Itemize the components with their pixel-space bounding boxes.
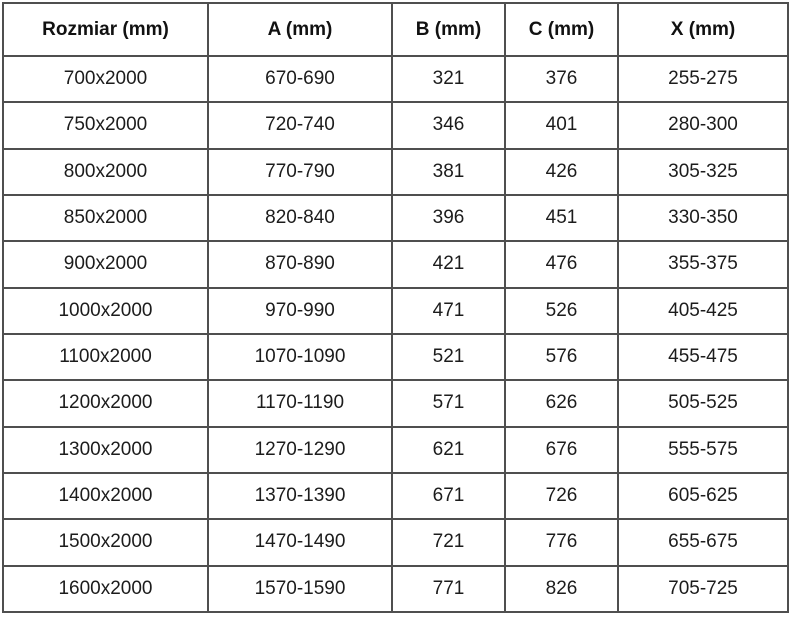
- table-row: [3, 149, 788, 195]
- table-cell: 280-300: [618, 102, 788, 148]
- table-cell: 576: [505, 334, 618, 380]
- table-row: [3, 102, 788, 148]
- table-cell: 705-725: [618, 566, 788, 612]
- table-cell: 571: [392, 380, 505, 426]
- header-cell-b: B (mm): [392, 3, 505, 56]
- header-cell-c: C (mm): [505, 3, 618, 56]
- table-row: [3, 195, 788, 241]
- table-cell: 421: [392, 241, 505, 287]
- table-row: [3, 473, 788, 519]
- table-cell: 305-325: [618, 149, 788, 195]
- table-cell: 1000x2000: [3, 288, 208, 334]
- table-cell: 555-575: [618, 427, 788, 473]
- table-row: [3, 380, 788, 426]
- table-cell: 776: [505, 519, 618, 565]
- table-cell: 621: [392, 427, 505, 473]
- table-cell: 330-350: [618, 195, 788, 241]
- table-cell: 505-525: [618, 380, 788, 426]
- table-cell: 676: [505, 427, 618, 473]
- table-cell: 1370-1390: [208, 473, 392, 519]
- table-cell: 1100x2000: [3, 334, 208, 380]
- table-cell: 605-625: [618, 473, 788, 519]
- table-header: [3, 3, 788, 56]
- table-cell: 826: [505, 566, 618, 612]
- table-cell: 455-475: [618, 334, 788, 380]
- table-cell: 1470-1490: [208, 519, 392, 565]
- table-cell: 476: [505, 241, 618, 287]
- table-cell: 1170-1190: [208, 380, 392, 426]
- header-cell-rozmiar: Rozmiar (mm): [3, 3, 208, 56]
- table-cell: 771: [392, 566, 505, 612]
- table-cell: 750x2000: [3, 102, 208, 148]
- table-cell: 900x2000: [3, 241, 208, 287]
- size-dimensions-table: [2, 2, 789, 613]
- table-row: [3, 241, 788, 287]
- table-cell: 526: [505, 288, 618, 334]
- table-cell: 346: [392, 102, 505, 148]
- table-cell: 355-375: [618, 241, 788, 287]
- table-cell: 396: [392, 195, 505, 241]
- table-cell: 1600x2000: [3, 566, 208, 612]
- table-cell: 1200x2000: [3, 380, 208, 426]
- table-cell: 381: [392, 149, 505, 195]
- table-row: [3, 427, 788, 473]
- table-cell: 870-890: [208, 241, 392, 287]
- table-row: [3, 288, 788, 334]
- table-cell: 820-840: [208, 195, 392, 241]
- table-cell: 376: [505, 56, 618, 102]
- table-cell: 720-740: [208, 102, 392, 148]
- table-cell: 521: [392, 334, 505, 380]
- header-cell-x: X (mm): [618, 3, 788, 56]
- table-cell: 970-990: [208, 288, 392, 334]
- table-cell: 1070-1090: [208, 334, 392, 380]
- table-cell: 1400x2000: [3, 473, 208, 519]
- table-body: [3, 56, 788, 612]
- table-cell: 426: [505, 149, 618, 195]
- table-cell: 671: [392, 473, 505, 519]
- table-cell: 1570-1590: [208, 566, 392, 612]
- table-cell: 800x2000: [3, 149, 208, 195]
- table-cell: 770-790: [208, 149, 392, 195]
- table-row: [3, 334, 788, 380]
- table-cell: 721: [392, 519, 505, 565]
- table-cell: 726: [505, 473, 618, 519]
- table-row: [3, 566, 788, 612]
- table-cell: 1300x2000: [3, 427, 208, 473]
- header-row: [3, 3, 788, 56]
- table-cell: 321: [392, 56, 505, 102]
- table-cell: 670-690: [208, 56, 392, 102]
- table-cell: 255-275: [618, 56, 788, 102]
- table-row: [3, 56, 788, 102]
- header-cell-a: A (mm): [208, 3, 392, 56]
- table-cell: 405-425: [618, 288, 788, 334]
- table-cell: 700x2000: [3, 56, 208, 102]
- table-cell: 1500x2000: [3, 519, 208, 565]
- table-row: [3, 519, 788, 565]
- table-cell: 1270-1290: [208, 427, 392, 473]
- table-cell: 471: [392, 288, 505, 334]
- table-cell: 850x2000: [3, 195, 208, 241]
- table-cell: 401: [505, 102, 618, 148]
- table-cell: 451: [505, 195, 618, 241]
- table-cell: 655-675: [618, 519, 788, 565]
- table-cell: 626: [505, 380, 618, 426]
